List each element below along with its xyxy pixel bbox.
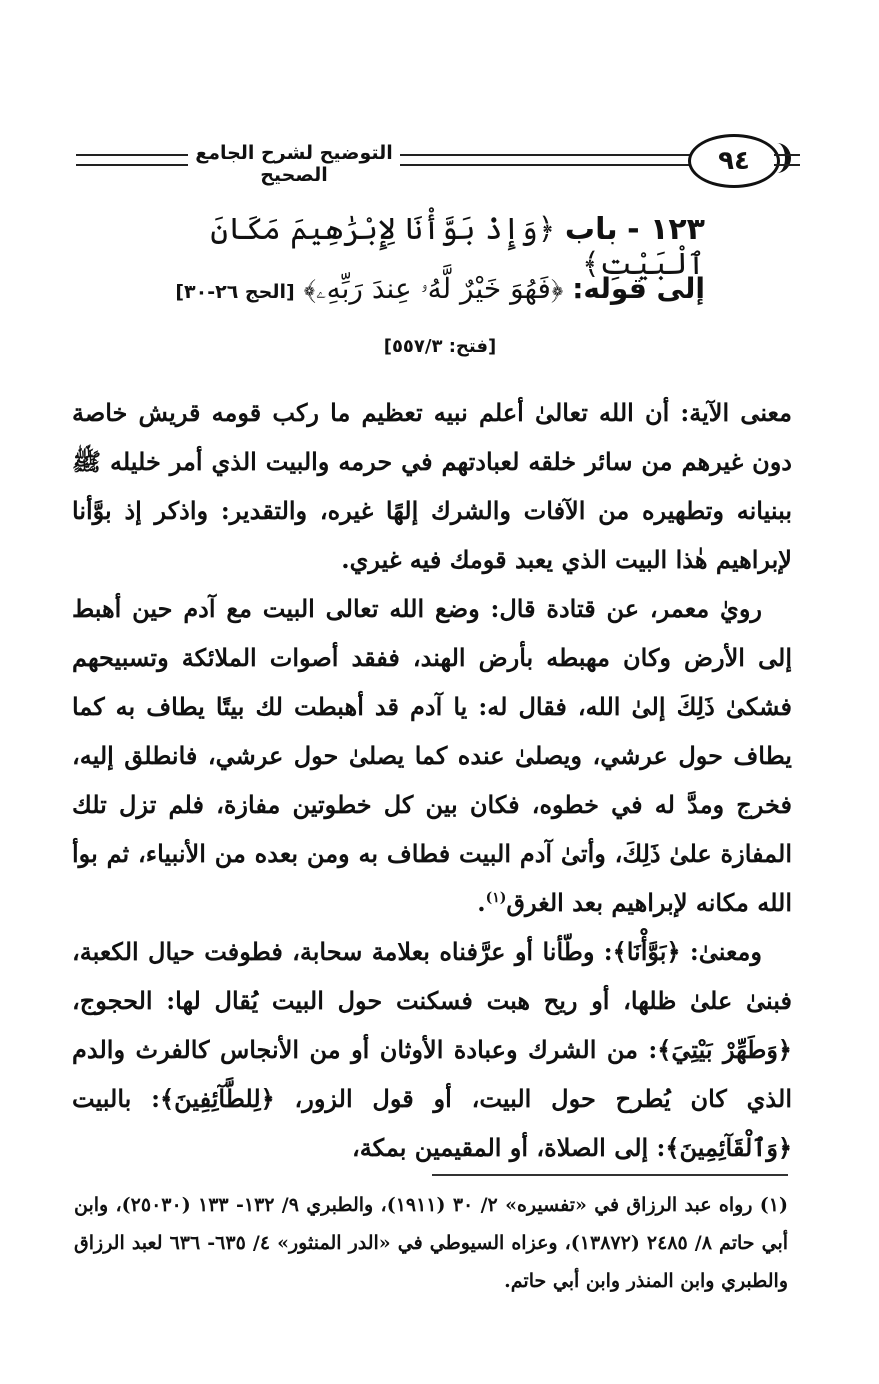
header-rule-right — [774, 154, 800, 166]
paragraph-bawwa-na: ومعنىٰ: ﴿بَوَّأْنَا﴾: وطّأنا أو عرَّفناه بعلامة سحابة، فطوفت حيال الكعبة، فبنىٰ علىٰ ظلها، أو ريح هبت فسكنت حول البيت يُقال لها: الحجوج، ﴿وَطَهِّرْ بَيْتِيَ﴾: من الشرك وعبادة الأوثان أو من الأنجاس كالفرث والدم الذي كان يُطرح حول البيت، أو قول الزور، ﴿لِلطَّآئِفِينَ﴾: بالبيت ﴿وَٱلْقَآئِمِينَ﴾: إلى الصلاة، أو المقيمين بمكة، — [72, 937, 792, 1162]
paragraph-qatada-text: رويٰ معمر، عن قتادة قال: وضع الله تعالى البيت مع آدم حين أهبط إلى الأرض وكان مهبطه بأرض الهند، ففقد أصوات الملائكة وتسبيحهم فشكىٰ ذَلِكَ إلىٰ الله، فقال له: يا آدم قد أهبطت لك بيتًا يطاف به كما يطاف حول عرشي، ويصلىٰ عنده كما يصلىٰ حول عرشي، فانطلق إليه، فخرج ومدَّ له في خطوه، فكان بين كل خطوتين مفازة، فلم تزل تلك المفازة علىٰ ذَلِكَ، وأتىٰ آدم البيت فطاف به ومن بعده من الأنبياء، ثم بوأ الله مكانه لإبراهيم بعد الغرق — [72, 594, 793, 917]
page-header — [70, 130, 800, 186]
page-number: ٩٤ — [688, 134, 780, 188]
footnote-separator — [432, 1174, 788, 1176]
chapter-number: ١٢٣ - — [627, 212, 705, 247]
paragraph-qatada-end: . — [477, 888, 486, 917]
fath-reference: [فتح: ٥٥٧/٣] — [383, 336, 497, 357]
chapter-verse-end: ﴿فَهُوَ خَيْرٌ لَّهُۥ عِندَ رَبِّهِۦ﴾ — [303, 272, 564, 305]
chapter-reference: [الحج ٢٦-٣٠] — [175, 281, 295, 303]
chapter-heading-continuation — [120, 272, 705, 306]
chapter-bab-label: باب — [564, 212, 618, 247]
header-rule-middle — [400, 154, 704, 166]
paragraph-qatada — [72, 584, 792, 927]
paragraph-meaning: معنى الآية: أن الله تعالىٰ أعلم نبيه تعظيم ما ركب قومه قريش خاصة دون غيرهم من سائر خلقه لعبادتهم في حرمه والبيت الذي أمر خليله ﷺ ببنيانه وتطهيره من الآفات والشرك إلهًا غيره، والتقدير: واذكر إذ بوَّأنا لإبراهيم هٰذا البيت الذي يعبد قومك فيه غيري. — [72, 398, 792, 574]
chapter-verse-start: ﴿وَإِذْ بَوَّأْنَا لِإِبْرَٰهِيمَ مَكَانَ ٱلْبَيْتِ﴾ — [210, 212, 705, 282]
footnote-marker: (١) — [485, 890, 507, 906]
footnote: (١) رواه عبد الرزاق في «تفسيره» ٢/ ٣٠ (١٩١١)، والطبري ٩/ ١٣٢- ١٣٣ (٢٥٠٣٠)، وابن أبي حاتم ٨/ ٢٤٨٥ (١٣٨٧٢)، وعزاه السيوطي في «الدر المنثور» ٤/ ٦٣٥- ٦٣٦ لعبد الرزاق والطبري وابن المنذر وابن أبي حاتم. — [74, 1194, 789, 1292]
body-text — [72, 388, 792, 1172]
chapter-lead: إلى قوله: — [572, 272, 705, 305]
running-title: التوضيح لشرح الجامع الصحيح — [195, 142, 393, 186]
header-rule-left — [76, 154, 188, 166]
